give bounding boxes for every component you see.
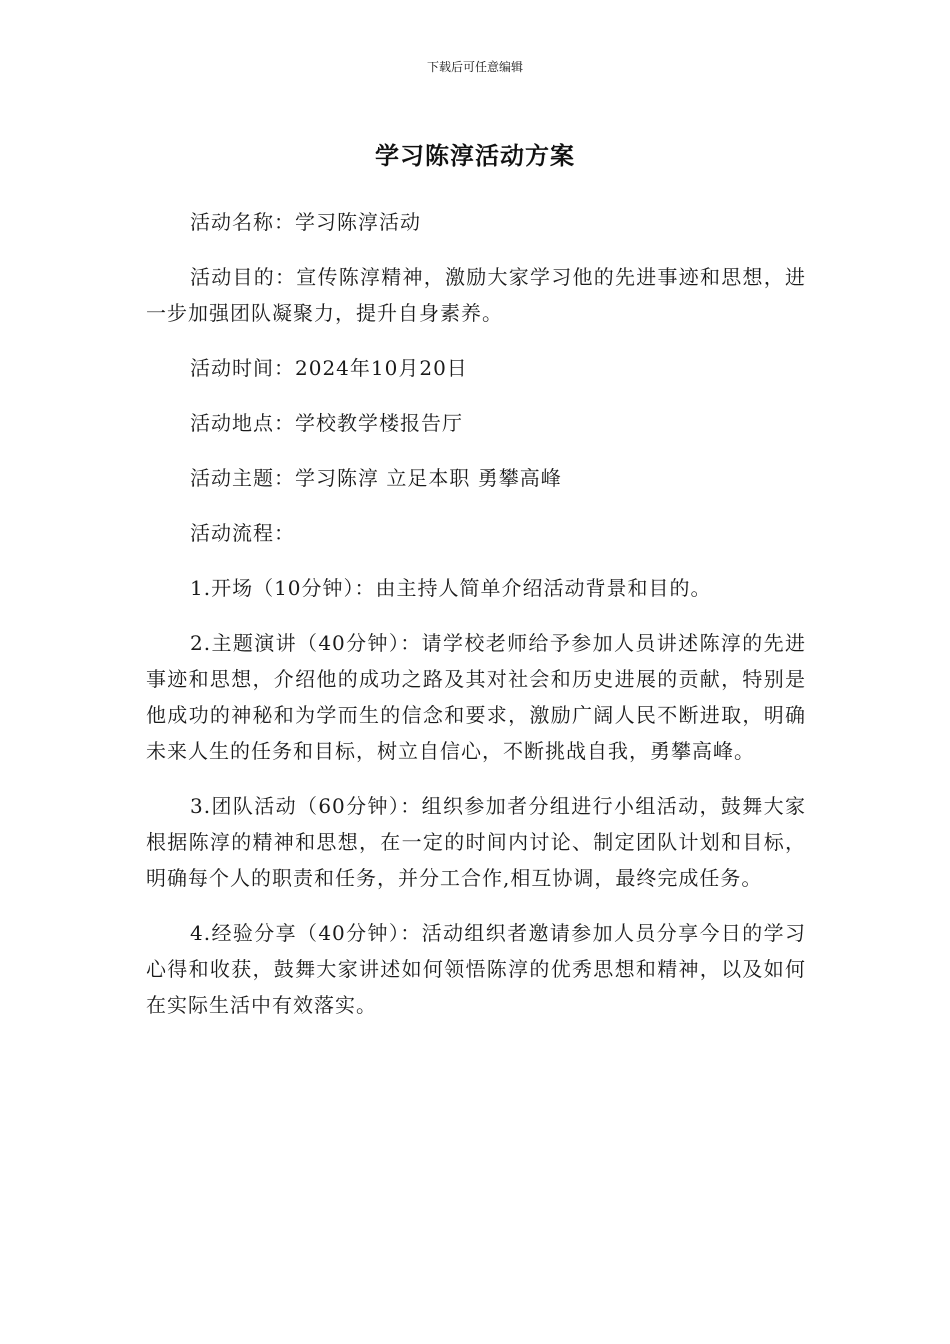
paragraph-activity-location: 活动地点：学校教学楼报告厅: [190, 411, 463, 435]
paragraph-step-team-activity: 3.团队活动（60分钟）：组织参加者分组进行小组活动，鼓舞大家根据陈淳的精神和思想，在一定的时间内讨论、制定团队计划和目标，明确每个人的职责和任务，并分工合作,相互协调，最终完成任务。: [146, 794, 806, 890]
paragraph-activity-time: 活动时间：2024年10月20日: [190, 356, 468, 380]
header-note: 下载后可任意编辑: [426, 60, 523, 74]
paragraph-activity-process: 活动流程：: [190, 521, 295, 545]
paragraph-activity-theme: 活动主题：学习陈淳 立足本职 勇攀高峰: [190, 466, 562, 490]
paragraph-step-experience-sharing: 4.经验分享（40分钟）：活动组织者邀请参加人员分享今日的学习心得和收获，鼓舞大家讲述如何领悟陈淳的优秀思想和精神，以及如何在实际生活中有效落实。: [146, 921, 806, 1017]
paragraph-step-keynote: 2.主题演讲（40分钟）：请学校老师给予参加人员讲述陈淳的先进事迹和思想，介绍他的成功之路及其对社会和历史进展的贡献，特别是他成功的神秘和为学而生的信念和要求，激励广阔人民不断进取，明确未来人生的任务和目标，树立自信心，不断挑战自我，勇攀高峰。: [146, 631, 806, 763]
paragraph-activity-name: 活动名称：学习陈淳活动: [190, 210, 421, 234]
document-title: 学习陈淳活动方案: [375, 142, 575, 170]
paragraph-activity-purpose: 活动目的：宣传陈淳精神，激励大家学习他的先进事迹和思想，进一步加强团队凝聚力，提升自身素养。: [146, 265, 806, 325]
document-body: [146, 204, 806, 1042]
paragraph-step-opening: 1.开场（10分钟）：由主持人简单介绍活动背景和目的。: [190, 576, 712, 600]
